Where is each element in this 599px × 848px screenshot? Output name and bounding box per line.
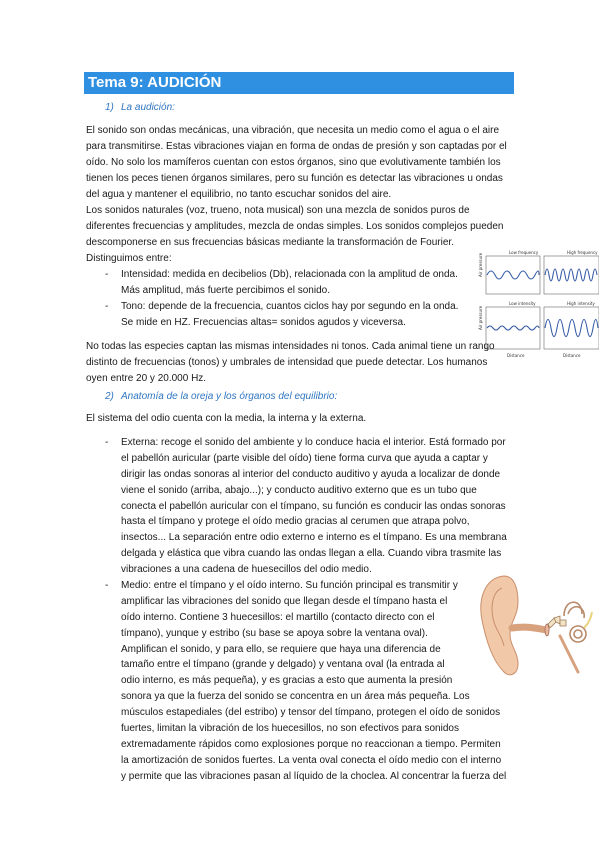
wave-panel	[544, 256, 599, 294]
cochlea-inner	[574, 630, 582, 638]
text-line: oído interno. Contiene 3 huecesillos: el martillo (contacto directo con el	[121, 611, 435, 623]
bullet-externa	[121, 435, 507, 578]
text-line: tímpano), yunque y estribo (su base se apoya sobre la ventana oval).	[121, 627, 428, 639]
text-line: dirigir las ondas sonoras al interior del conducto auditivo y ayuda a localizar de donde	[121, 468, 501, 480]
wave-panel	[544, 307, 599, 349]
axis-label-x-right: Distance	[563, 353, 581, 358]
text-line: diferentes frecuencias y amplitudes, mezcla de ondas simples. Los sonidos complejos pueden	[86, 220, 504, 232]
text-line: Amplifican el sonido, y para ello, se requiere que haya una diferencia de	[121, 643, 441, 655]
text-line: oído. No solo los mamíferos cuentan con estos órganos, sino que evolutivamente también los	[86, 156, 501, 168]
bullet-medio	[121, 578, 506, 785]
text-line: tienen los peces tienen órganos similares, pero su función es detectar las vibraciones u ondas	[86, 172, 503, 184]
text-line: vibraciones a una cadena de huesecillos del odio medio.	[121, 564, 372, 576]
wave-panel	[486, 256, 540, 294]
text-line: delgada y elástica que vibra cuando las ondas llegan a ella. Cuando vibra trasmite las	[121, 548, 502, 560]
text-line: hasta el tímpano y protege el oído medio gracias al cerumen que atrapa polvo,	[121, 516, 470, 528]
axis-label-bottom: Air pressure	[478, 305, 483, 330]
panel-label-high-intensity: High intensity	[567, 301, 595, 306]
axis-label-x-left: Distance	[507, 353, 525, 358]
paragraph-3	[86, 339, 495, 387]
text-line: descomponerse en sus frecuencias básicas mediante la transformación de Fourier.	[86, 236, 454, 248]
sound-wave-figure	[477, 247, 599, 359]
text-line: insectos... La separación entre odio externo e interno es el tímpano. Es una membrana	[121, 532, 507, 544]
section-number: 2)	[105, 391, 114, 402]
ear-anatomy-illustration	[474, 568, 594, 680]
bullet-dash: -	[105, 437, 109, 448]
text-line: del agua y mantener el equilibrio, no tanto escuchar sonidos del aire.	[86, 188, 392, 200]
text-line: Medio: entre el tímpano y el oído interno. Su función principal es transmitir y	[121, 580, 458, 591]
text-line: distinto de frecuencias (tonos) y umbrales de intensidad que puede detectar. Los humanos	[86, 356, 488, 368]
title-bar	[84, 72, 514, 94]
text-line: odio interno, es más pequeña), y es gracias a esto que aumenta la presión	[121, 675, 453, 687]
bullet-dash: -	[105, 580, 109, 591]
text-line: Distinguimos entre:	[86, 252, 172, 264]
text-line: No todas las especies captan las mismas intensidades ni tonos. Cada animal tiene un rango	[86, 341, 495, 352]
text-line: fuertes, limitan la vibración de los huecesillos, no son efectivos para sonidos	[121, 723, 459, 735]
bullet-dash: -	[105, 269, 109, 280]
section-number: 1)	[105, 102, 114, 113]
section-heading-1	[105, 102, 175, 114]
ear-anatomy-figure	[474, 568, 594, 680]
section-heading-2	[105, 391, 337, 403]
text-line: oyen entre 20 y 20.000 Hz.	[86, 372, 207, 384]
text-line: extremadamente rápidos como explosiones porque no reaccionan a tiempo. Permiten	[121, 738, 501, 750]
text-line: Se mide en HZ. Frecuencias altas= sonidos agudos y viceversa.	[121, 316, 406, 328]
text-line: la amortización de sonidos fuertes. La venta oval conecta el oído medio con el interno	[121, 754, 502, 766]
section-title: La audición:	[121, 102, 175, 113]
text-line: amplificar las vibraciones del sonido que llegan desde el tímpano hasta el	[121, 595, 448, 607]
semicircular-canal	[564, 602, 582, 616]
panel-label-high-frequency: High frequency	[567, 250, 598, 255]
paragraph-2	[86, 203, 503, 267]
section-title: Anatomía de la oreja y los órganos del equilibrio:	[121, 391, 338, 402]
text-line: y permite que las vibraciones pasan al líquido de la choclea. Al concentrar la fuerza del	[121, 770, 507, 782]
page-title: Tema 9: AUDICIÓN	[88, 74, 222, 91]
text-line: el pabellón auricular (parte visible del oído) tiene forma curva que ayuda a captar y	[121, 452, 488, 464]
text-line: para transmitirse. Estas vibraciones viajan en forma de ondas de presión y son captadas por el	[86, 140, 507, 152]
bullet-dash: -	[105, 301, 109, 312]
text-line: tamaño entre el tímpano (grande y delgado) y ventana oval (la entrada al	[121, 659, 445, 671]
text-line: Externa: recoge el sonido del ambiente y lo conduce hacia el interior. Está formado por	[121, 437, 506, 448]
text-line: Tono: depende de la frecuencia, cuantos ciclos hay por segundo en la onda.	[121, 301, 459, 312]
bullet-tono	[121, 299, 458, 331]
text-line: conecta el pabellón auricular con el tímpano, su función es conducir las ondas sonoras	[121, 500, 506, 512]
panel-label-low-frequency: Low frequency	[509, 250, 539, 255]
text-line: El sistema del odio cuenta con la media, la interna y la externa.	[86, 413, 367, 424]
text-line: El sonido son ondas mecánicas, una vibración, que necesita un medio como el agua o el aire	[86, 125, 500, 136]
text-line: sonora ya que la fuerza del sonido se concentra en un área más pequeña. Los	[121, 691, 470, 703]
text-line: Los sonidos naturales (voz, trueno, nota musical) son una mezcla de sonidos puros de	[86, 205, 470, 216]
axis-label-top: Air pressure	[478, 252, 483, 277]
paragraph-1	[86, 123, 507, 202]
text-line: Más amplitud, más fuerte percibimos el sonido.	[121, 284, 330, 296]
cochlea	[570, 626, 586, 642]
ossicle-stapes	[560, 620, 566, 626]
text-line: músculos estapediales (del estribo) y tensor del tímpano, protegen el oído de sonidos	[121, 707, 501, 719]
bullet-intensidad	[121, 267, 458, 299]
panel-label-low-intensity: Low intensity	[509, 301, 536, 306]
ear-canal	[512, 627, 546, 630]
eardrum	[545, 624, 549, 636]
sound-wave-diagram	[477, 247, 599, 359]
text-line: Intensidad: medida en decibelios (Db), relacionada con la amplitud de onda.	[121, 269, 458, 280]
text-line: viene el sonido (arriba, abajo...); y conducto auditivo externo que es un tubo que	[121, 484, 477, 496]
paragraph-4	[86, 411, 366, 427]
auditory-nerve	[584, 612, 592, 628]
